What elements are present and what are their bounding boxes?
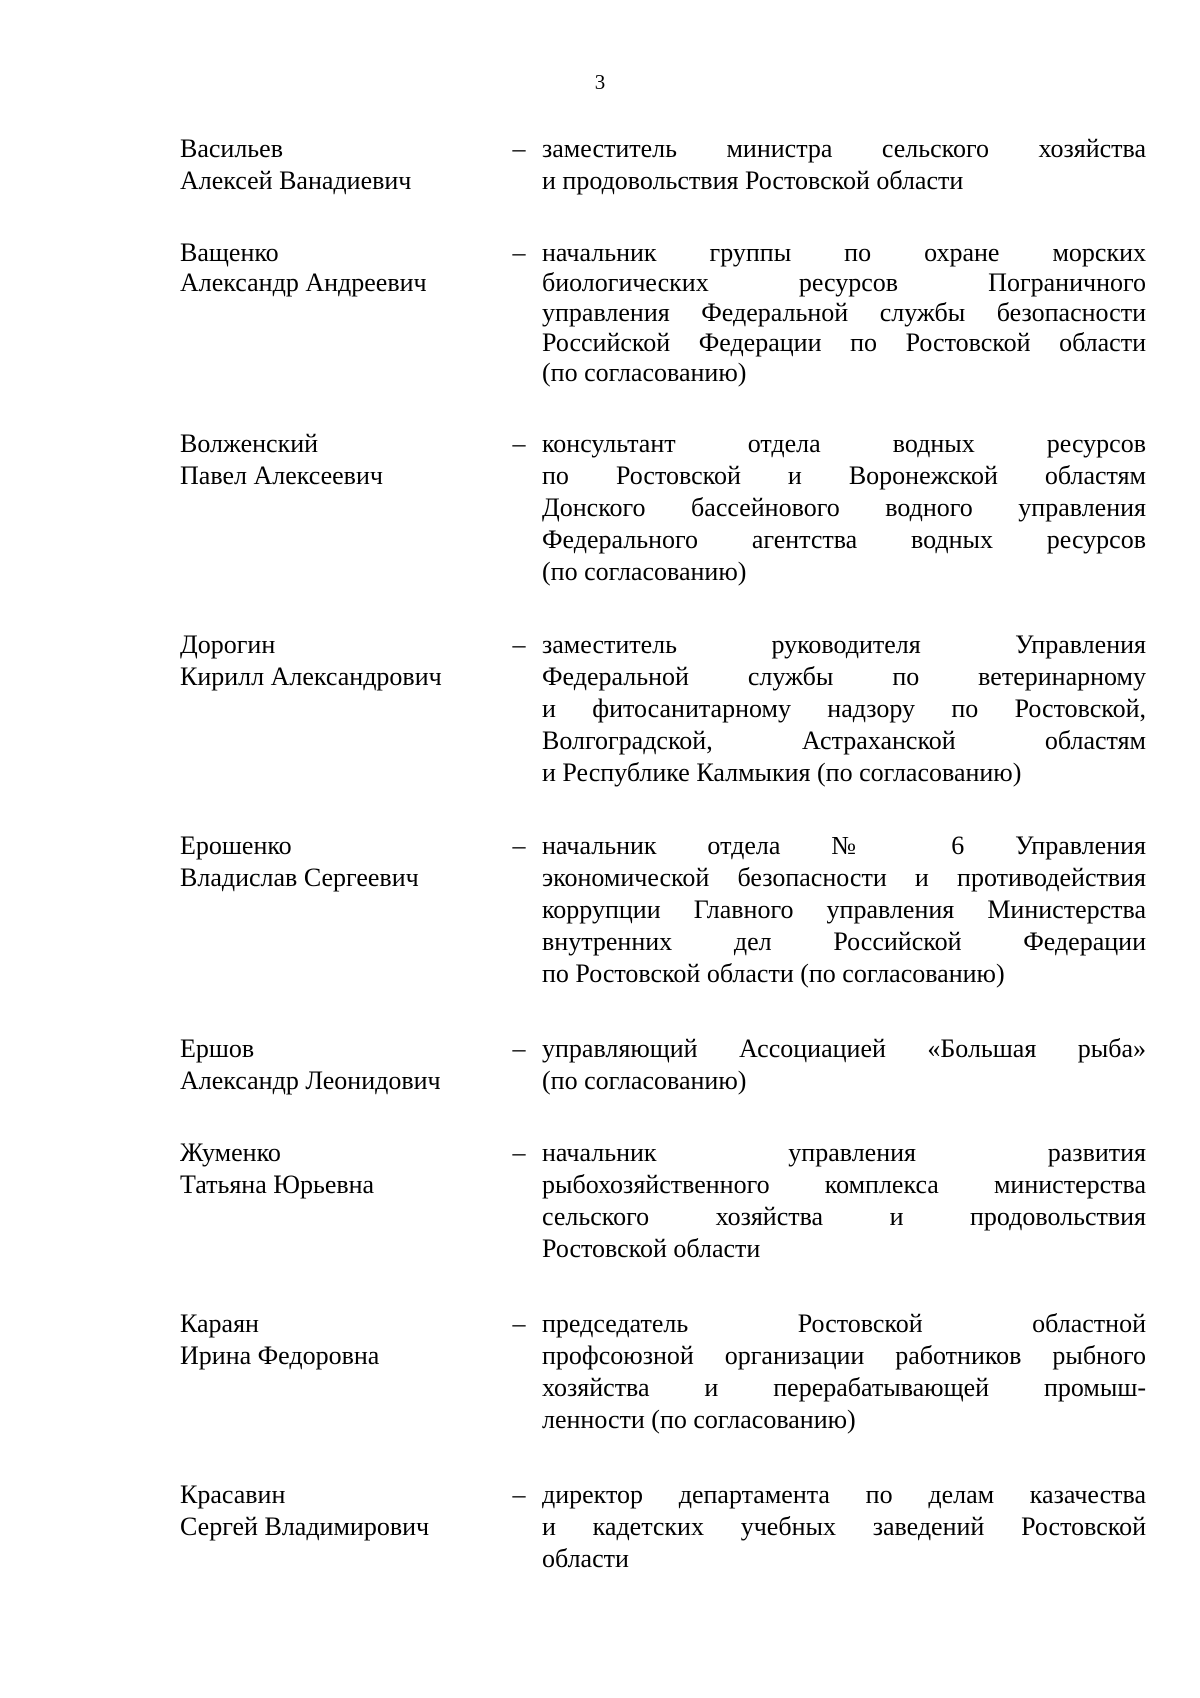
member-given-names: Татьяна Юрьевна (180, 1170, 375, 1199)
member-position (542, 133, 1146, 197)
member-given-names: Александр Леонидович (180, 1066, 441, 1095)
member-position (542, 238, 1146, 388)
member-position-line: директор департамента по делам казачества (542, 1480, 1146, 1509)
member-position-line: биологических ресурсов Пограничного (542, 268, 1146, 297)
member-dash: – (512, 831, 526, 860)
member-given-names: Владислав Сергеевич (180, 863, 419, 892)
member-position-line: области (542, 1544, 629, 1573)
member-position-line: Волгоградской, Астраханской областям (542, 726, 1146, 755)
member-position-line: профсоюзной организации работников рыбного (542, 1341, 1146, 1370)
member-given-names: Сергей Владимирович (180, 1512, 430, 1541)
member-dash: – (512, 1480, 526, 1509)
member-surname: Ершов (180, 1034, 255, 1063)
member-name (180, 1137, 500, 1201)
member-position-line: и Республике Калмыкия (по согласованию) (542, 758, 1022, 787)
member-position (542, 1308, 1146, 1436)
member-position-line: консультант отдела водных ресурсов (542, 429, 1146, 458)
member-position-line: Федеральной службы по ветеринарному (542, 662, 1146, 691)
member-name (180, 629, 500, 693)
member-position-line: начальник отдела № 6 Управления (542, 831, 1146, 860)
member-given-names: Алексей Ванадиевич (180, 166, 412, 195)
member-name (180, 238, 500, 298)
member-position-line: экономической безопасности и противодействия (542, 863, 1146, 892)
member-dash: – (512, 1138, 526, 1167)
member-position-line: по Ростовской и Воронежской областям (542, 461, 1146, 490)
member-surname: Волженский (180, 429, 319, 458)
member-position-line: (по согласованию) (542, 358, 747, 387)
member-position-line: Российской Федерации по Ростовской области (542, 328, 1146, 357)
page-number: 3 (594, 70, 606, 94)
member-surname: Ерошенко (180, 831, 292, 860)
member-name (180, 428, 500, 492)
member-position-line: хозяйства и перерабатывающей промыш- (542, 1373, 1146, 1402)
member-position (542, 1033, 1146, 1097)
member-position-line: председатель Ростовской областной (542, 1309, 1146, 1338)
member-position (542, 428, 1146, 588)
member-name (180, 133, 500, 197)
member-surname: Васильев (180, 134, 283, 163)
member-given-names: Павел Алексеевич (180, 461, 383, 490)
member-position-line: заместитель министра сельского хозяйства (542, 134, 1146, 163)
member-position-line: коррупции Главного управления Министерства (542, 895, 1146, 924)
member-position-line: Федерального агентства водных ресурсов (542, 525, 1146, 554)
member-position-line: сельского хозяйства и продовольствия (542, 1202, 1146, 1231)
member-dash: – (512, 238, 526, 267)
member-dash: – (512, 134, 526, 163)
member-dash: – (512, 429, 526, 458)
member-position-line: внутренних дел Российской Федерации (542, 927, 1146, 956)
member-name (180, 1479, 500, 1543)
member-position-line: начальник управления развития (542, 1138, 1146, 1167)
member-name (180, 1033, 500, 1097)
member-position-line: начальник группы по охране морских (542, 238, 1146, 267)
member-given-names: Александр Андреевич (180, 268, 427, 297)
member-position (542, 1479, 1146, 1575)
member-position-line: Донского бассейнового водного управления (542, 493, 1146, 522)
member-position-line: Ростовской области (542, 1234, 761, 1263)
member-position-line: управляющий Ассоциацией «Большая рыба» (542, 1034, 1146, 1063)
member-dash: – (512, 1309, 526, 1338)
member-surname: Дорогин (180, 630, 276, 659)
member-position-line: ленности (по согласованию) (542, 1405, 856, 1434)
member-position-line: и фитосанитарному надзору по Ростовской, (542, 694, 1146, 723)
member-position (542, 1137, 1146, 1265)
member-given-names: Ирина Федоровна (180, 1341, 380, 1370)
member-dash: – (512, 630, 526, 659)
member-position-line: заместитель руководителя Управления (542, 630, 1146, 659)
member-position (542, 629, 1146, 789)
member-given-names: Кирилл Александрович (180, 662, 442, 691)
member-position-line: по Ростовской области (по согласованию) (542, 959, 1005, 988)
member-surname: Красавин (180, 1480, 286, 1509)
member-position (542, 830, 1146, 990)
member-position-line: (по согласованию) (542, 557, 747, 586)
member-position-line: рыбохозяйственного комплекса министерства (542, 1170, 1146, 1199)
member-surname: Караян (180, 1309, 259, 1338)
member-surname: Ващенко (180, 238, 279, 267)
member-dash: – (512, 1034, 526, 1063)
member-surname: Жуменко (180, 1138, 281, 1167)
member-position-line: (по согласованию) (542, 1066, 747, 1095)
member-position-line: и кадетских учебных заведений Ростовской (542, 1512, 1146, 1541)
member-position-line: управления Федеральной службы безопасности (542, 298, 1146, 327)
member-name (180, 830, 500, 894)
member-position-line: и продовольствия Ростовской области (542, 166, 964, 195)
member-name (180, 1308, 500, 1372)
